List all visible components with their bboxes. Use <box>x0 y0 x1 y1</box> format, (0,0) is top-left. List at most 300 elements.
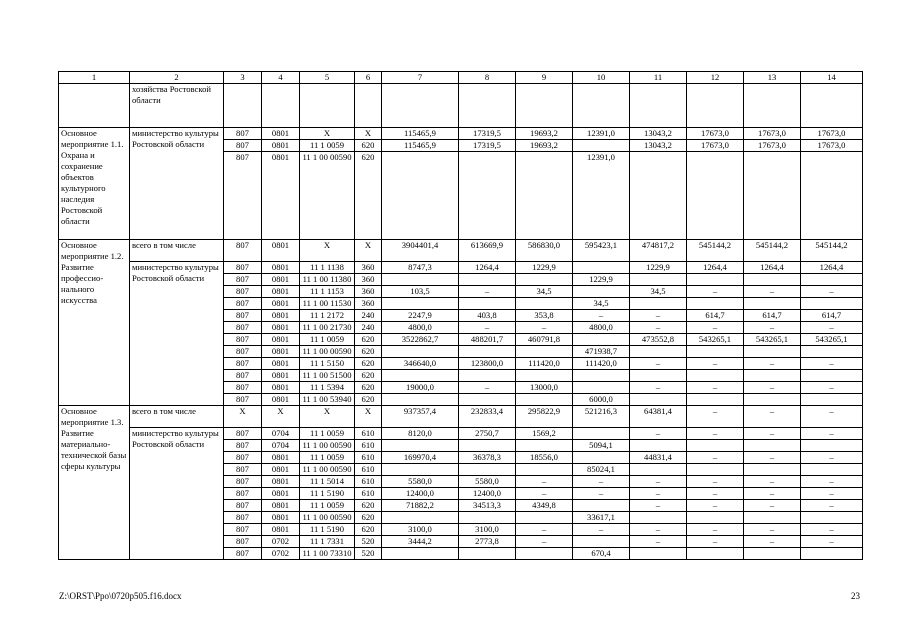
cell-col-6: 360 <box>355 286 382 298</box>
cell-col-7: 71882,2 <box>382 500 459 512</box>
cell-col-4: 0801 <box>262 152 300 240</box>
cell-col-6: Х <box>355 406 382 428</box>
cell-col-7: 103,5 <box>382 286 459 298</box>
cell-col-5: 11 1 7331 <box>300 536 355 548</box>
cell-col-12: – <box>687 428 744 440</box>
cell-col-10: – <box>573 524 630 536</box>
cell-col-8: 17319,5 <box>459 140 516 152</box>
cell-col-13 <box>744 274 801 286</box>
cell-col-4: 0801 <box>262 524 300 536</box>
measure-name-cell: Основное мероприятие 1.1. Охрана и сохранение объектов культурного наследия Ростовской области <box>59 128 130 240</box>
cell-col-14: 614,7 <box>801 310 863 322</box>
cell-col-5: Х <box>300 406 355 428</box>
measure-name-cell: Основное мероприятие 1.2. Развитие профессио-нального искусства <box>59 240 130 406</box>
cell-col-12: – <box>687 488 744 500</box>
cell-col-12: – <box>687 476 744 488</box>
cell-col-10 <box>573 428 630 440</box>
cell-col-11 <box>630 274 687 286</box>
cell-col-7: 4800,0 <box>382 322 459 334</box>
cell-col-11: – <box>630 536 687 548</box>
cell-col-12 <box>687 394 744 406</box>
responsible-cell: министерство культуры Ростовской области <box>130 262 224 406</box>
cell-col-7 <box>382 346 459 358</box>
cell-col-14: – <box>801 322 863 334</box>
cell-col-5: 11 1 00 00590 <box>300 152 355 240</box>
cell-col-12: 1264,4 <box>687 262 744 274</box>
responsible-total-cell: всего в том числе <box>130 240 224 262</box>
cell-col-5: Х <box>300 128 355 140</box>
cell-col-14: – <box>801 382 863 394</box>
cell-col-5: 11 1 2172 <box>300 310 355 322</box>
header-cell: 14 <box>801 72 863 84</box>
header-row <box>59 72 863 84</box>
cell-col-5: 11 1 00 00590 <box>300 346 355 358</box>
cell-col-8: 34513,3 <box>459 500 516 512</box>
cell-col-13: – <box>744 488 801 500</box>
cell-col-13: 614,7 <box>744 310 801 322</box>
cell-col-11 <box>630 346 687 358</box>
cell-col-3: Х <box>224 406 262 428</box>
cell-col-13 <box>744 512 801 524</box>
cell-col-13 <box>744 440 801 452</box>
cell-col-4: 0801 <box>262 394 300 406</box>
cell-col-13 <box>744 464 801 476</box>
cell-col-3: 807 <box>224 346 262 358</box>
cell-col-12 <box>687 370 744 382</box>
cell-col-3: 807 <box>224 476 262 488</box>
page-number: 23 <box>851 591 860 601</box>
cell-col-7: 3444,2 <box>382 536 459 548</box>
cell-col-12: – <box>687 286 744 298</box>
header-cell: 13 <box>744 72 801 84</box>
cell-col-3: 807 <box>224 394 262 406</box>
cell-col-10: 521216,3 <box>573 406 630 428</box>
cell-col-10 <box>573 334 630 346</box>
cell-col-3: 807 <box>224 500 262 512</box>
cell-col-6: 620 <box>355 152 382 240</box>
cell-col-6: 360 <box>355 262 382 274</box>
cell-col-13: – <box>744 428 801 440</box>
cell-col-14: – <box>801 476 863 488</box>
cell-col-8 <box>459 464 516 476</box>
cell-col-12: – <box>687 536 744 548</box>
cell-col-10: 111420,0 <box>573 358 630 370</box>
cell-col-8: 12400,0 <box>459 488 516 500</box>
cell-col-3: 807 <box>224 262 262 274</box>
cell-col-14 <box>801 346 863 358</box>
cell-col-5: 11 1 0059 <box>300 500 355 512</box>
header-cell: 5 <box>300 72 355 84</box>
cell-col-6: 610 <box>355 464 382 476</box>
cell-col-7 <box>382 512 459 524</box>
cell-col-8 <box>459 370 516 382</box>
cell-col-14: – <box>801 536 863 548</box>
cell-col-7 <box>382 548 459 560</box>
cell-col-9: 4349,8 <box>516 500 573 512</box>
cell-col-10: 670,4 <box>573 548 630 560</box>
cell-col-10 <box>573 140 630 152</box>
cell-col-4: 0801 <box>262 286 300 298</box>
cell-col-11: – <box>630 310 687 322</box>
cell-col-14: 543265,1 <box>801 334 863 346</box>
cell-col-12: – <box>687 358 744 370</box>
cell-col-6: 360 <box>355 298 382 310</box>
cell-col-7: 8120,0 <box>382 428 459 440</box>
cell-col-9: – <box>516 536 573 548</box>
cell-col-11: – <box>630 500 687 512</box>
cell-col-7 <box>382 394 459 406</box>
cell-col-4: 0801 <box>262 334 300 346</box>
cell-col-12: – <box>687 322 744 334</box>
cell-col-9: 460791,8 <box>516 334 573 346</box>
cell-col-14: 17673,0 <box>801 128 863 140</box>
cell-col-11: 64381,4 <box>630 406 687 428</box>
cell-col-3: 807 <box>224 440 262 452</box>
cell-col-10: 1229,9 <box>573 274 630 286</box>
cell-col-4: 0801 <box>262 464 300 476</box>
cell-col-13 <box>744 152 801 240</box>
cell-col-5: 11 1 00 00590 <box>300 440 355 452</box>
cell-col-10 <box>573 452 630 464</box>
cell-col-7 <box>382 370 459 382</box>
cell-col-6: Х <box>355 240 382 262</box>
continuation-row <box>59 84 863 128</box>
cell-col-8: 17319,5 <box>459 128 516 140</box>
cell-col-8 <box>459 548 516 560</box>
cell-col-13: – <box>744 358 801 370</box>
cell-col-13: – <box>744 500 801 512</box>
cell-col-14: – <box>801 488 863 500</box>
cell-col-4: 0801 <box>262 128 300 140</box>
cell-col-10: 12391,0 <box>573 152 630 240</box>
cell-col-14: – <box>801 358 863 370</box>
cell-col-3: 807 <box>224 358 262 370</box>
cell-col-14: – <box>801 286 863 298</box>
cell-col-8: 3100,0 <box>459 524 516 536</box>
cell-col-4: 0801 <box>262 322 300 334</box>
cell-col-7 <box>382 464 459 476</box>
cell-col-9 <box>516 346 573 358</box>
cell-col-11: 474817,2 <box>630 240 687 262</box>
cell-col-10: 4800,0 <box>573 322 630 334</box>
cell-col-9: 19693,2 <box>516 128 573 140</box>
cell-col-10: 471938,7 <box>573 346 630 358</box>
cell-col-11 <box>630 440 687 452</box>
cell-col-3: 807 <box>224 334 262 346</box>
responsible-cell: министерство культуры Ростовской области <box>130 428 224 560</box>
cell-col-4: 0801 <box>262 310 300 322</box>
cell-col-4: 0704 <box>262 428 300 440</box>
cell-col-8: 123800,0 <box>459 358 516 370</box>
cell-col-14: – <box>801 452 863 464</box>
cell-col-4: Х <box>262 406 300 428</box>
cell-col-8: 488201,7 <box>459 334 516 346</box>
cell-col-7: 115465,9 <box>382 128 459 140</box>
cell-col-12: – <box>687 452 744 464</box>
cell-col-3: 807 <box>224 240 262 262</box>
cell-col-6: 620 <box>355 524 382 536</box>
responsible-cell: министерство культуры Ростовской области <box>130 128 224 240</box>
cell-col-3: 807 <box>224 428 262 440</box>
cell-col-5: 11 1 5014 <box>300 476 355 488</box>
cell-col-7 <box>382 152 459 240</box>
header-cell: 7 <box>382 72 459 84</box>
cell-col-13: – <box>744 406 801 428</box>
cell-col-9: 295822,9 <box>516 406 573 428</box>
cell-col-10: 85024,1 <box>573 464 630 476</box>
cell-col-13 <box>744 394 801 406</box>
cell-col-11: 13043,2 <box>630 128 687 140</box>
budget-table <box>58 71 863 560</box>
cell-col-10 <box>573 382 630 394</box>
cell-col-8: – <box>459 322 516 334</box>
cell-col-10: 595423,1 <box>573 240 630 262</box>
cell-col-5: 11 1 0059 <box>300 452 355 464</box>
empty-cell <box>59 84 130 128</box>
cell-col-6: 620 <box>355 140 382 152</box>
cell-col-13: – <box>744 286 801 298</box>
cell-col-5: 11 1 0059 <box>300 140 355 152</box>
cell-col-10: 12391,0 <box>573 128 630 140</box>
cell-col-9: – <box>516 322 573 334</box>
cell-col-8 <box>459 298 516 310</box>
cell-col-8: 232833,4 <box>459 406 516 428</box>
cell-col-11 <box>630 370 687 382</box>
cell-col-6: 620 <box>355 394 382 406</box>
cell-col-9: 1229,9 <box>516 262 573 274</box>
cell-col-14: 545144,2 <box>801 240 863 262</box>
cell-col-3: 807 <box>224 536 262 548</box>
cell-col-12 <box>687 346 744 358</box>
cell-col-10: – <box>573 488 630 500</box>
cell-col-9: – <box>516 476 573 488</box>
cell-col-3: 807 <box>224 128 262 140</box>
cell-col-13: – <box>744 322 801 334</box>
cell-col-12: – <box>687 524 744 536</box>
cell-col-5: 11 1 0059 <box>300 334 355 346</box>
cell-col-4: 0801 <box>262 240 300 262</box>
cell-col-12 <box>687 512 744 524</box>
cell-col-14: – <box>801 406 863 428</box>
header-cell: 1 <box>59 72 130 84</box>
cell-col-10: 5094,1 <box>573 440 630 452</box>
cell-col-12 <box>687 274 744 286</box>
cell-col-6: 610 <box>355 440 382 452</box>
cell-col-9 <box>516 440 573 452</box>
cell-col-5: 11 1 5394 <box>300 382 355 394</box>
cell-col-3: 807 <box>224 370 262 382</box>
cell-col-3: 807 <box>224 524 262 536</box>
cell-col-7: 3522862,7 <box>382 334 459 346</box>
cell-col-13: – <box>744 476 801 488</box>
cell-col-7 <box>382 440 459 452</box>
cell-col-12: 614,7 <box>687 310 744 322</box>
cell-col-4: 0801 <box>262 262 300 274</box>
cell-col-9 <box>516 512 573 524</box>
cell-col-9: 586830,0 <box>516 240 573 262</box>
cell-col-7: 12400,0 <box>382 488 459 500</box>
cell-col-9: 19693,2 <box>516 140 573 152</box>
cell-col-5: 11 1 1138 <box>300 262 355 274</box>
cell-col-12: – <box>687 500 744 512</box>
cell-col-7: 5580,0 <box>382 476 459 488</box>
cell-col-11: – <box>630 428 687 440</box>
cell-col-6: 520 <box>355 536 382 548</box>
cell-col-10: 33617,1 <box>573 512 630 524</box>
cell-col-13: 17673,0 <box>744 140 801 152</box>
cell-col-8: 403,8 <box>459 310 516 322</box>
header-cell: 9 <box>516 72 573 84</box>
cell-col-14 <box>801 394 863 406</box>
total-row <box>59 240 863 262</box>
cell-col-13 <box>744 548 801 560</box>
cell-col-11 <box>630 152 687 240</box>
cell-col-10: 34,5 <box>573 298 630 310</box>
cell-col-11: – <box>630 358 687 370</box>
table-row <box>59 262 863 274</box>
cell-col-13 <box>744 370 801 382</box>
cell-col-4: 0801 <box>262 298 300 310</box>
cell-col-4: 0801 <box>262 476 300 488</box>
cell-col-14 <box>801 512 863 524</box>
cell-col-6: 360 <box>355 274 382 286</box>
cell-col-11: – <box>630 476 687 488</box>
cell-col-5: 11 1 5150 <box>300 358 355 370</box>
cell-col-14 <box>801 440 863 452</box>
cell-col-7: 3100,0 <box>382 524 459 536</box>
cell-col-4: 0801 <box>262 500 300 512</box>
cell-col-11: 1229,9 <box>630 262 687 274</box>
cell-col-3: 807 <box>224 488 262 500</box>
cell-col-12: 543265,1 <box>687 334 744 346</box>
cell-col-4: 0801 <box>262 512 300 524</box>
cell-col-13: 545144,2 <box>744 240 801 262</box>
cell-col-4: 0801 <box>262 346 300 358</box>
responsible-total-cell: всего в том числе <box>130 406 224 428</box>
cell-col-5: 11 1 0059 <box>300 428 355 440</box>
cell-col-8: 36378,3 <box>459 452 516 464</box>
header-cell: 2 <box>130 72 224 84</box>
cell-col-11: 13043,2 <box>630 140 687 152</box>
cell-col-12: 17673,0 <box>687 140 744 152</box>
cell-col-14 <box>801 152 863 240</box>
cell-col-11 <box>630 464 687 476</box>
cell-col-3: 807 <box>224 140 262 152</box>
cell-col-10: – <box>573 476 630 488</box>
cell-col-4: 0801 <box>262 488 300 500</box>
cell-col-5: 11 1 1153 <box>300 286 355 298</box>
cell-col-11 <box>630 394 687 406</box>
header-cell: 6 <box>355 72 382 84</box>
cell-col-8 <box>459 274 516 286</box>
cell-col-3: 807 <box>224 382 262 394</box>
cell-col-7 <box>382 274 459 286</box>
cell-col-6: 620 <box>355 346 382 358</box>
cell-col-8: 5580,0 <box>459 476 516 488</box>
cell-col-6: 610 <box>355 452 382 464</box>
cell-col-14 <box>801 464 863 476</box>
cell-col-8 <box>459 440 516 452</box>
cell-col-3: 807 <box>224 464 262 476</box>
cell-col-8: 1264,4 <box>459 262 516 274</box>
cell-col-4: 0801 <box>262 370 300 382</box>
cell-col-7: 3904401,4 <box>382 240 459 262</box>
cell-col-8 <box>459 346 516 358</box>
cell-col-9: 353,8 <box>516 310 573 322</box>
cell-col-13: 17673,0 <box>744 128 801 140</box>
cell-col-8: 613669,9 <box>459 240 516 262</box>
cell-col-11 <box>630 512 687 524</box>
cell-col-6: 620 <box>355 500 382 512</box>
cell-col-11 <box>630 298 687 310</box>
cell-col-8: 2750,7 <box>459 428 516 440</box>
cell-col-6: 240 <box>355 322 382 334</box>
cell-col-5: 11 1 00 53940 <box>300 394 355 406</box>
cell-col-11 <box>630 548 687 560</box>
cell-col-14: – <box>801 500 863 512</box>
cell-col-12 <box>687 440 744 452</box>
cell-col-6: 620 <box>355 382 382 394</box>
cell-col-11: 44831,4 <box>630 452 687 464</box>
cell-col-14: 17673,0 <box>801 140 863 152</box>
cell-col-12: 17673,0 <box>687 128 744 140</box>
cell-col-13: – <box>744 536 801 548</box>
cell-col-7: 2247,9 <box>382 310 459 322</box>
cell-col-3: 807 <box>224 274 262 286</box>
cell-col-10 <box>573 370 630 382</box>
cell-col-8 <box>459 512 516 524</box>
cell-col-3: 807 <box>224 310 262 322</box>
header-cell: 3 <box>224 72 262 84</box>
cell-col-14 <box>801 298 863 310</box>
cell-col-11: 34,5 <box>630 286 687 298</box>
table-row <box>59 128 863 140</box>
cell-col-5: 11 1 5190 <box>300 524 355 536</box>
cell-col-4: 0704 <box>262 440 300 452</box>
cell-col-14: – <box>801 524 863 536</box>
cell-col-9 <box>516 152 573 240</box>
cell-col-3: 807 <box>224 512 262 524</box>
cell-col-9 <box>516 370 573 382</box>
cell-col-6: 620 <box>355 512 382 524</box>
cell-col-4: 0801 <box>262 274 300 286</box>
cell-col-11: – <box>630 382 687 394</box>
cell-col-3: 807 <box>224 286 262 298</box>
cell-col-4: 0702 <box>262 536 300 548</box>
cell-col-9 <box>516 298 573 310</box>
cell-col-6: 610 <box>355 428 382 440</box>
cell-col-5: 11 1 00 11530 <box>300 298 355 310</box>
measure-name-cell: Основное мероприятие 1.3. Развитие материально-технической базы сферы культуры <box>59 406 130 560</box>
cell-col-5: 11 1 5190 <box>300 488 355 500</box>
cell-col-7 <box>382 298 459 310</box>
cell-col-6: 610 <box>355 476 382 488</box>
cell-col-14: – <box>801 428 863 440</box>
cell-col-12 <box>687 548 744 560</box>
cell-col-12: – <box>687 382 744 394</box>
cell-col-12: – <box>687 406 744 428</box>
table-row <box>59 428 863 440</box>
cell-col-10: – <box>573 310 630 322</box>
cell-col-9 <box>516 464 573 476</box>
cell-col-6: 240 <box>355 310 382 322</box>
cell-col-13: 543265,1 <box>744 334 801 346</box>
cell-col-6: 620 <box>355 334 382 346</box>
cell-col-9: – <box>516 524 573 536</box>
cell-col-9 <box>516 548 573 560</box>
cell-col-6: Х <box>355 128 382 140</box>
cell-col-6: 520 <box>355 548 382 560</box>
